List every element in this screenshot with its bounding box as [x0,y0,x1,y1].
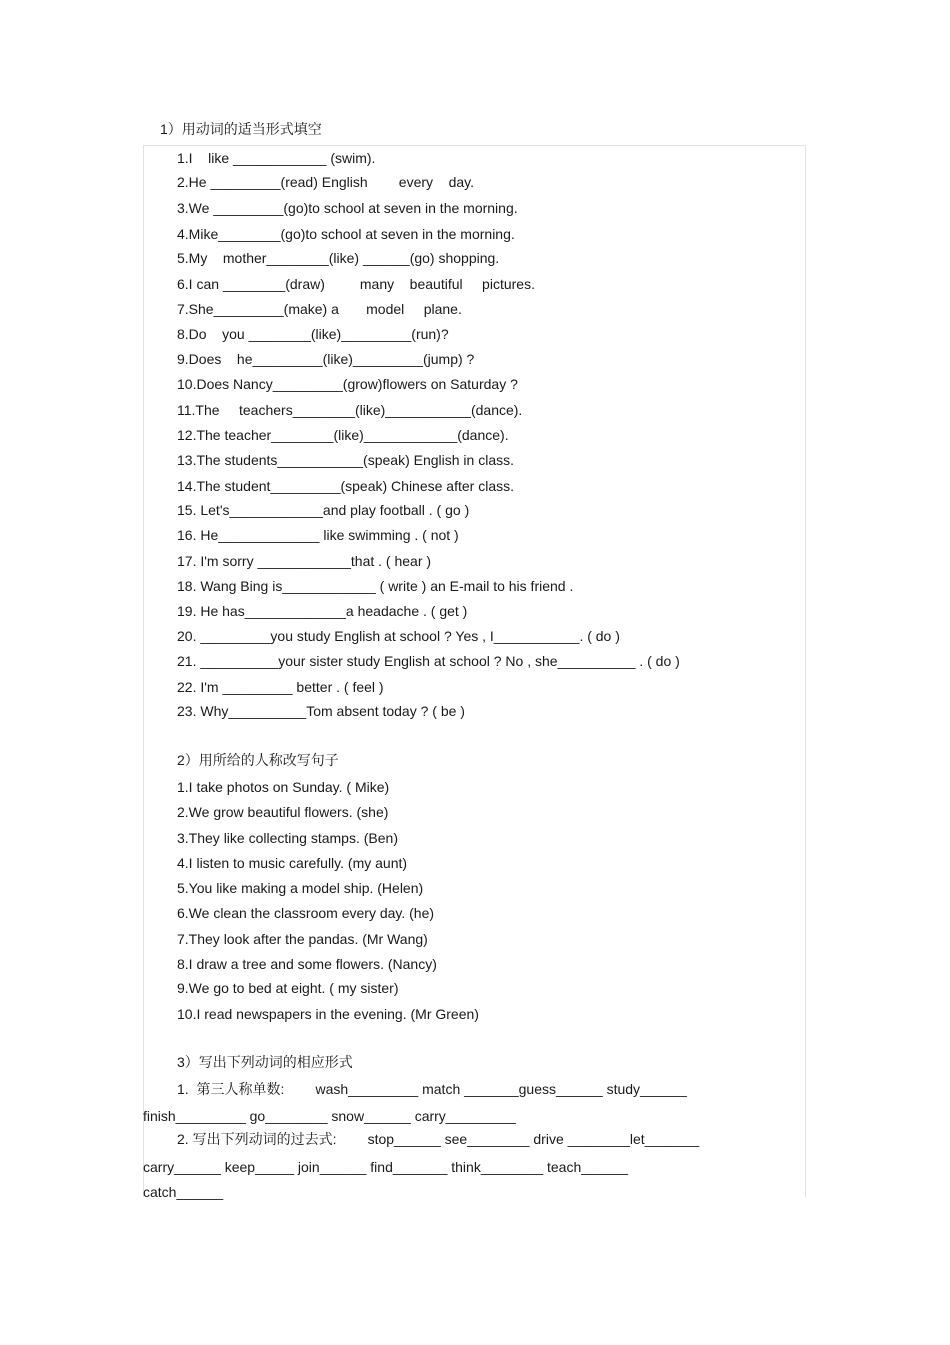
exercise-item: 3.We _________(go)to school at seven in the morning. [177,200,518,216]
exercise-item: 18. Wang Bing is____________ ( write ) an E-mail to his friend . [177,578,574,594]
exercise-item: 11.The teachers________(like)___________(dance). [177,402,523,418]
exercise-item: 7.She_________(make) a model plane. [177,301,462,317]
exercise-item: 9.We go to bed at eight. ( my sister) [177,980,399,996]
exercise-item: 23. Why__________Tom absent today ? ( be ) [177,703,465,719]
exercise-item: 8.Do you ________(like)_________(run)? [177,326,449,342]
exercise-item: 2.He _________(read) English every day. [177,174,475,190]
exercise-item: 20. _________you study English at school ? Yes , I___________. ( do ) [177,628,620,644]
exercise-item: 4.I listen to music carefully. (my aunt) [177,855,408,871]
exercise-item: 21. __________your sister study English at school ? No , she__________ . ( do ) [177,653,680,669]
exercise-item: 7.They look after the pandas. (Mr Wang) [177,931,428,947]
exercise-item: 5.You like making a model ship. (Helen) [177,880,424,896]
exercise-item: 2.We grow beautiful flowers. (she) [177,804,389,820]
exercise-item: 19. He has_____________a headache . ( get ) [177,603,468,619]
exercise-item: 17. I'm sorry ____________that . ( hear ) [177,553,432,569]
exercise-item: 14.The student_________(speak) Chinese after class. [177,478,514,494]
exercise-item: 12.The teacher________(like)____________(dance). [177,427,509,443]
exercise-item: 6.We clean the classroom every day. (he) [177,905,435,921]
exercise-item: 5.My mother________(like) ______(go) shopping. [177,250,500,266]
exercise-item: 1.I take photos on Sunday. ( Mike) [177,779,390,795]
exercise-line: 1. 第三人称单数: wash_________ match _______guess______ study______ [177,1081,687,1097]
exercise-item: 3.They like collecting stamps. (Ben) [177,830,398,846]
exercise-item: 10.Does Nancy_________(grow)flowers on Saturday ? [177,376,518,392]
exercise-line: carry______ keep_____ join______ find_______ think________ teach______ [143,1159,628,1175]
section2-heading: 2）用所给的人称改写句子 [177,752,339,768]
exercise-item: 10.I read newspapers in the evening. (Mr Green) [177,1006,479,1022]
exercise-item: 9.Does he_________(like)_________(jump) ? [177,351,475,367]
exercise-item: 6.I can ________(draw) many beautiful pictures. [177,276,535,292]
exercise-item: 15. Let's____________and play football . ( go ) [177,502,470,518]
section1-heading: 1）用动词的适当形式填空 [160,121,322,137]
exercise-item: 16. He_____________ like swimming . ( not ) [177,527,459,543]
section3-heading: 3）写出下列动词的相应形式 [177,1054,353,1070]
exercise-item: 1.I like ____________ (swim). [177,150,376,166]
exercise-item: 8.I draw a tree and some flowers. (Nancy) [177,956,437,972]
exercise-line: catch______ [143,1184,224,1200]
exercise-line: 2. 写出下列动词的过去式: stop______ see________ drive ________let_______ [177,1131,700,1147]
exercise-item: 4.Mike________(go)to school at seven in the morning. [177,226,515,242]
exercise-item: 22. I'm _________ better . ( feel ) [177,679,384,695]
exercise-line: finish_________ go________ snow______ carry_________ [143,1108,516,1124]
exercise-item: 13.The students___________(speak) English in class. [177,452,514,468]
